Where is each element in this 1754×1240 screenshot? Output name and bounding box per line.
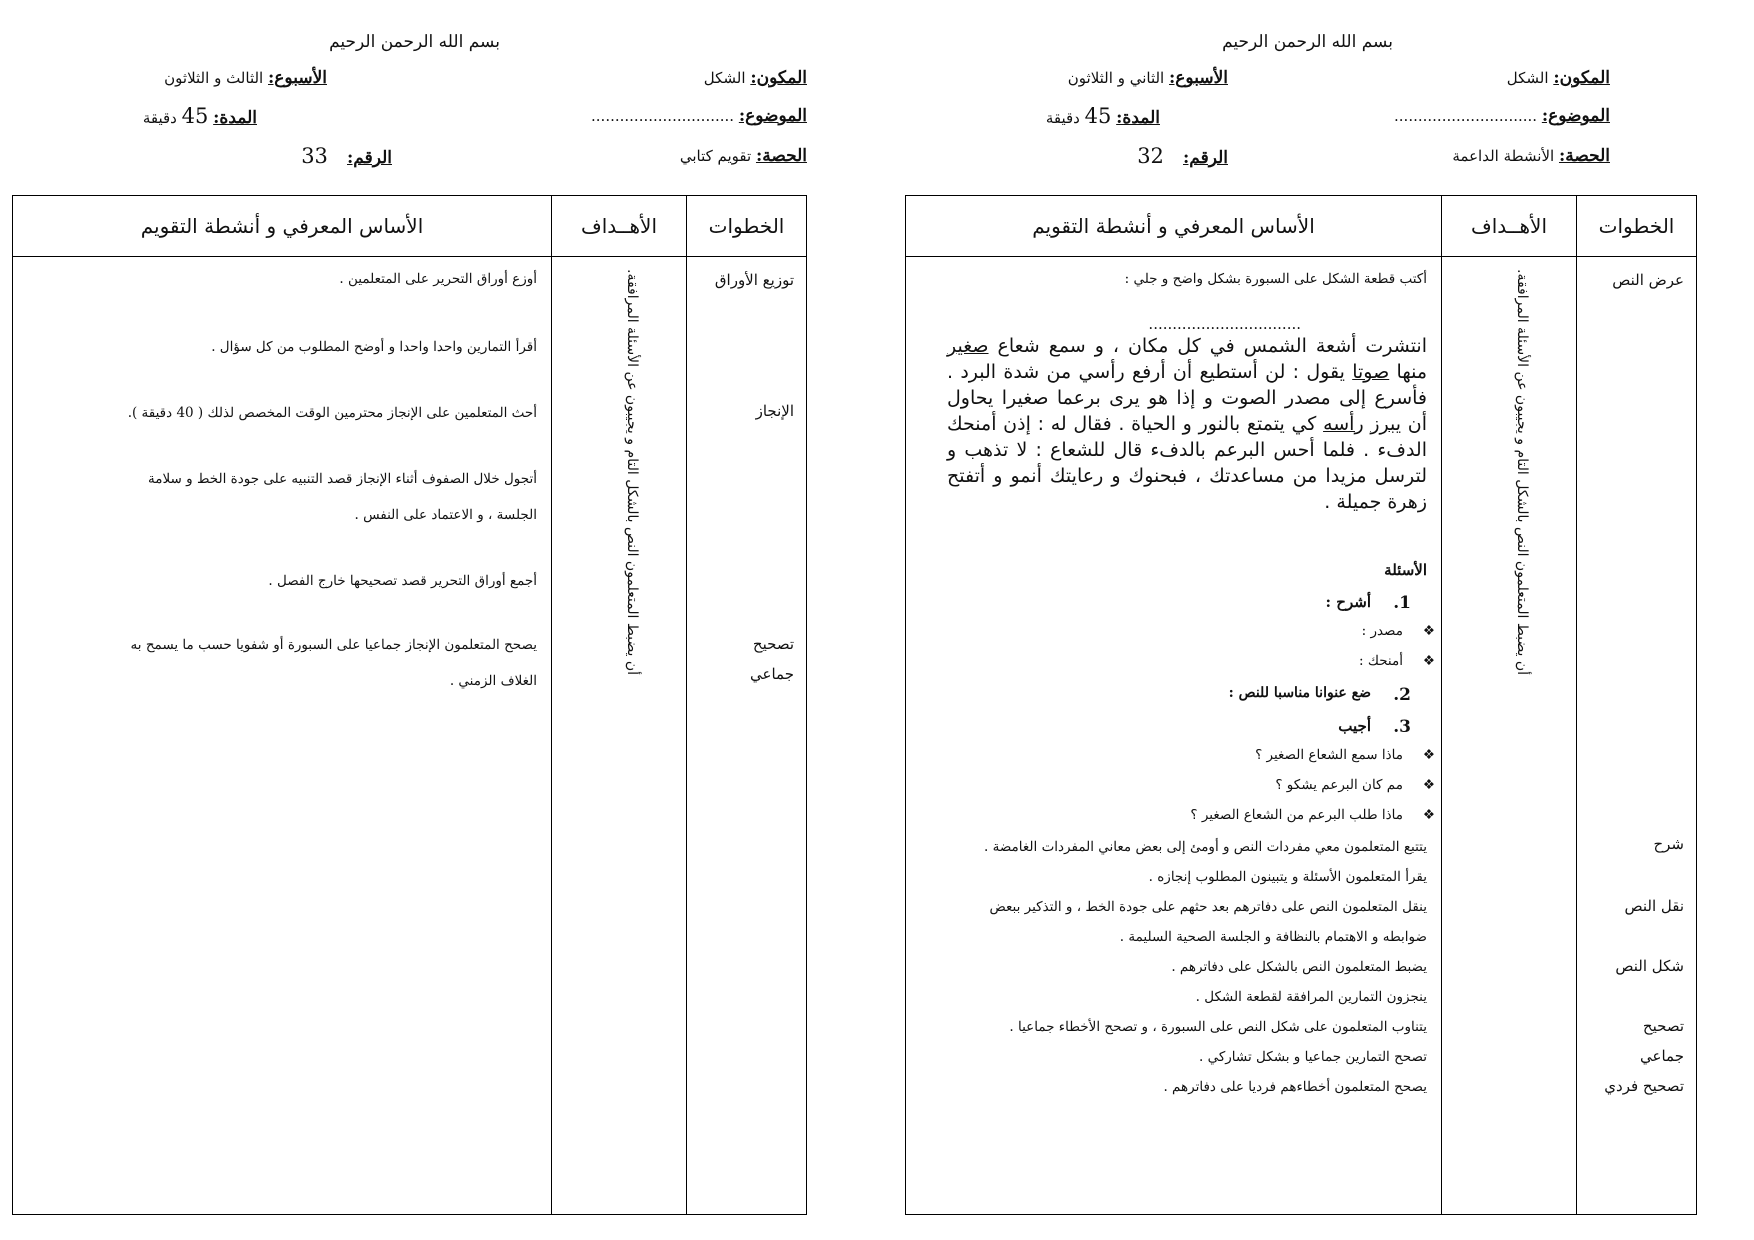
number-field — [1137, 144, 1228, 168]
step-label: توزيع الأوراق — [714, 271, 794, 289]
week-field — [164, 68, 327, 88]
duration-field — [1046, 104, 1160, 128]
question-item: مم كان البرعم يشكو ؟ — [1275, 777, 1403, 793]
step-label: الإنجاز — [755, 402, 794, 420]
component-value: الشكل — [703, 69, 746, 87]
steps-column — [1577, 257, 1697, 1215]
intro-line: أكتب قطعة الشكل على السبورة بشكل واضح و جلي : — [1124, 271, 1427, 287]
activity-line: يصحح المتعلمون أخطاءهم فرديا على دفاترهم . — [1163, 1079, 1427, 1095]
questions-title: الأسئلة — [1384, 561, 1427, 579]
step-label: تصحيح — [1642, 1017, 1684, 1035]
activity-line: تصحح التمارين جماعيا و بشكل تشاركي . — [1199, 1049, 1427, 1065]
duration-unit: دقيقة — [1045, 109, 1080, 127]
table-body-row — [13, 257, 807, 1215]
component-field — [1507, 68, 1610, 88]
component-label: المكون: — [1553, 68, 1610, 88]
duration-field — [143, 104, 257, 128]
duration-value: 45 — [1084, 104, 1112, 128]
lesson-plan-table — [12, 195, 807, 1215]
step-label: عرض النص — [1612, 271, 1684, 289]
week-value: الثالث و الثلاثون — [164, 69, 264, 87]
step-label: تصحيح — [752, 635, 794, 653]
question-text: أجيب — [1338, 717, 1371, 735]
activity-line: أجمع أوراق التحرير قصد تصحيحها خارج الفصل . — [268, 573, 537, 589]
activities-column — [13, 257, 552, 1215]
session-label: الحصة: — [1558, 146, 1610, 166]
duration-label: المدة: — [1116, 108, 1160, 128]
table-body-row — [906, 257, 1697, 1215]
topic-value: .............................. — [1394, 107, 1538, 125]
lesson-plan-table — [905, 195, 1697, 1215]
activity-line: الجلسة ، و الاعتماد على النفس . — [354, 507, 537, 523]
question-item: مصدر : — [1361, 623, 1403, 639]
step-label: جماعي — [1640, 1047, 1684, 1065]
passage-part: يقول : لن أستطيع أن أرفع رأسي من شدة البرد . فأسرع إلى مصدر الصوت و إذا هو يرى برعما صغيرا يحاول أن — [947, 361, 1427, 435]
activity-line: ينجزون التمارين المرافقة لقطعة الشكل . — [1195, 989, 1427, 1005]
step-label: شكل النص — [1615, 957, 1684, 975]
activities-column — [906, 257, 1442, 1215]
passage-title: ................................ — [1148, 315, 1301, 333]
step-label: نقل النص — [1624, 897, 1684, 915]
week-value: الثاني و الثلاثون — [1067, 69, 1165, 87]
lesson-sheet-32 — [905, 0, 1710, 1240]
objectives-column — [552, 257, 687, 1215]
number-value: 32 — [1137, 144, 1164, 168]
topic-label: الموضوع: — [738, 106, 807, 126]
component-value: الشكل — [1506, 69, 1549, 87]
number-label: الرقم: — [1183, 148, 1228, 168]
table-header-row — [13, 196, 807, 257]
question-item: أمنحك : — [1359, 653, 1403, 669]
question-number: 2. — [1393, 685, 1411, 705]
topic-field — [591, 106, 807, 126]
activity-line: ينقل المتعلمون النص على دفاترهم بعد حثهم على جودة الخط ، و التذكير ببعض — [989, 899, 1427, 915]
activity-line: ضوابطه و الاهتمام بالنظافة و الجلسة الصحية السليمة . — [1119, 929, 1427, 945]
activity-line: أحث المتعلمين على الإنجاز محترمين الوقت المخصص لذلك ( 40 دقيقة ). — [127, 405, 537, 421]
session-field — [1452, 146, 1610, 166]
question-number: 1. — [1393, 593, 1411, 613]
table-header-row — [906, 196, 1697, 257]
passage-text — [947, 333, 1427, 515]
duration-value: 45 — [181, 104, 209, 128]
component-label: المكون: — [750, 68, 807, 88]
header-objectives: الأهــداف — [1442, 196, 1577, 257]
passage-underlined-word: رأسه — [1323, 413, 1364, 435]
activity-line: يضبط المتعلمون النص بالشكل على دفاترهم . — [1171, 959, 1427, 975]
step-label: جماعي — [750, 665, 794, 683]
objective-text: أن يضبط المتعلمون النص بالشكل التام و يجيبون عن الأسئلة المرافقة. — [624, 269, 640, 676]
question-text: ضع عنوانا مناسبا للنص : — [1228, 685, 1371, 701]
header-objectives: الأهــداف — [552, 196, 687, 257]
bullet-icon: ❖ — [1422, 653, 1435, 669]
objectives-column — [1442, 257, 1577, 1215]
question-number: 3. — [1393, 717, 1411, 737]
bullet-icon: ❖ — [1422, 807, 1435, 823]
number-label: الرقم: — [347, 148, 392, 168]
bismillah-heading: بسم الله الرحمن الرحيم — [1222, 32, 1393, 52]
topic-field — [1394, 106, 1610, 126]
activity-line: يتتبع المتعلمون معي مفردات النص و أومئ إلى بعض معاني المفردات الغامضة . — [984, 839, 1427, 855]
header-activities: الأساس المعرفي و أنشطة التقويم — [906, 196, 1442, 257]
activity-line: أتجول خلال الصفوف أثناء الإنجاز قصد التنبيه على جودة الخط و سلامة — [148, 471, 537, 487]
step-label: شرح — [1653, 835, 1684, 853]
session-field — [680, 146, 807, 166]
session-value: الأنشطة الداعمة — [1452, 147, 1555, 165]
objective-text: أن يضبط المتعلمون النص بالشكل التام و يجيبون عن الأسئلة المرافقة. — [1514, 269, 1530, 676]
topic-value: .............................. — [591, 107, 735, 125]
question-item: ماذا سمع الشعاع الصغير ؟ — [1255, 747, 1403, 763]
week-field — [1068, 68, 1228, 88]
bullet-icon: ❖ — [1422, 623, 1435, 639]
duration-label: المدة: — [213, 108, 257, 128]
passage-part: منها — [1396, 361, 1428, 383]
step-label: تصحيح فردي — [1604, 1077, 1684, 1095]
week-label: الأسبوع: — [268, 68, 327, 88]
passage-part: انتشرت أشعة الشمس في كل مكان ، و سمع شعاع — [997, 335, 1427, 357]
header-activities: الأساس المعرفي و أنشطة التقويم — [13, 196, 552, 257]
passage-underlined-word: يبرز — [1370, 413, 1402, 435]
activity-line: الغلاف الزمني . — [449, 673, 537, 689]
activity-line: أقرأ التمارين واحدا واحدا و أوضح المطلوب من كل سؤال . — [211, 339, 537, 355]
bismillah-heading: بسم الله الرحمن الرحيم — [329, 32, 500, 52]
number-value: 33 — [301, 144, 328, 168]
activity-line: يتناوب المتعلمون على شكل النص على السبورة ، و تصحح الأخطاء جماعيا . — [1009, 1019, 1427, 1035]
header-steps: الخطوات — [1577, 196, 1697, 257]
passage-underlined-word: صغير — [947, 335, 989, 357]
session-value: تقويم كتابي — [679, 147, 752, 165]
question-text: أشرح : — [1325, 593, 1371, 611]
week-label: الأسبوع: — [1169, 68, 1228, 88]
duration-unit: دقيقة — [142, 109, 177, 127]
passage-underlined-word: صوتا — [1352, 361, 1390, 383]
bullet-icon: ❖ — [1422, 777, 1435, 793]
bullet-icon: ❖ — [1422, 747, 1435, 763]
steps-column — [687, 257, 807, 1215]
topic-label: الموضوع: — [1541, 106, 1610, 126]
activity-line: أوزع أوراق التحرير على المتعلمين . — [339, 271, 537, 287]
header-steps: الخطوات — [687, 196, 807, 257]
lesson-sheet-33 — [12, 0, 817, 1240]
number-field — [301, 144, 392, 168]
session-label: الحصة: — [755, 146, 807, 166]
question-item: ماذا طلب البرعم من الشعاع الصغير ؟ — [1190, 807, 1403, 823]
activity-line: يقرأ المتعلمون الأسئلة و يتبينون المطلوب إنجازه . — [1148, 869, 1427, 885]
component-field — [704, 68, 807, 88]
activity-line: يصحح المتعلمون الإنجاز جماعيا على السبورة أو شفويا حسب ما يسمح به — [130, 637, 537, 653]
passage-part: كي يتمتع بالنور و الحياة . فقال له : إذن أمنحك الدفء . فلما أحس البرعم بالدفء قال للشعاع : لا تذهب و لترسل مزيدا من مساعدتك ، فبحنوك و رعايتك أنمو و أتفتح زهرة جميلة . — [947, 413, 1427, 513]
